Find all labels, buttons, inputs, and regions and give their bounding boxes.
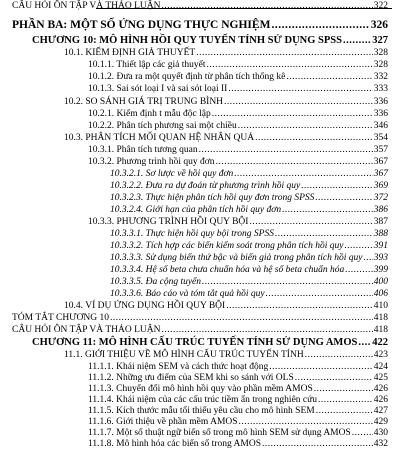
toc-entry (64, 300, 388, 312)
toc-entry-title: CÂU HỎI ÔN TẬP VÀ THẢO LUẬN (12, 1, 161, 11)
toc-entry-page: 336 (373, 97, 388, 107)
toc-entry-title: 10.1.1. Thiết lập các giả thuyết (88, 60, 206, 70)
toc-entry-title: 10.3.2.2. Đưa ra dự đoán từ phương trình hồi quy (110, 181, 301, 191)
toc-entry (110, 204, 388, 216)
toc-entry (88, 83, 388, 95)
dot-leader (202, 276, 373, 288)
dot-leader (305, 349, 373, 361)
toc-entry-title: 10.4. VÍ DỤ ỨNG DỤNG HỒI QUY BỘI (64, 301, 226, 311)
toc-entry-page: 336 (373, 109, 388, 119)
dot-leader (262, 438, 373, 450)
dot-leader (161, 324, 372, 336)
toc-entry (12, 18, 388, 32)
dot-leader (286, 71, 372, 83)
toc-entry (32, 336, 388, 349)
dot-leader (275, 228, 373, 240)
dot-leader (206, 59, 372, 71)
toc-entry-page: 367 (373, 169, 388, 179)
toc-entry-page: 386 (373, 205, 388, 215)
toc-entry-page: 430 (373, 428, 388, 438)
toc-entry-page: 369 (373, 181, 388, 191)
dot-leader (345, 264, 373, 276)
toc-entry (110, 264, 388, 276)
toc-entry (88, 71, 388, 83)
toc-entry (88, 120, 388, 132)
dot-leader (249, 216, 372, 228)
toc-entry (88, 108, 388, 120)
toc-entry-page: 429 (373, 417, 388, 427)
toc-entry-page: 426 (373, 384, 388, 394)
toc-entry-title: 11.1.2. Những ưu điểm của SEM khi so sánh với OLS (88, 373, 294, 383)
toc-entry-page: 391 (373, 241, 388, 251)
dot-leader (238, 120, 373, 132)
toc-entry-title: 10.3.2. Phương trình hồi quy đơn (88, 157, 215, 167)
toc-entry-page: 418 (373, 325, 388, 335)
toc-entry (32, 34, 388, 47)
toc-entry-page: 399 (373, 265, 388, 275)
toc-entry-title: 11.1.3. Chuyển đổi mô hình hồi quy vào phần mềm AMOS (88, 384, 313, 394)
toc-entry (12, 0, 388, 12)
toc-entry-title: 11.1.6. Giới thiệu về phần mềm AMOS (88, 417, 238, 427)
dot-leader (212, 108, 373, 120)
dot-leader (216, 156, 373, 168)
toc-entry-title: 10.3.3.6. Báo cáo và tóm tắt quả hồi quy (110, 289, 265, 299)
toc-entry-title: 11.1.5. Kích thước mẫu tối thiểu yêu cầu cho mô hình SEM (88, 406, 315, 416)
toc-entry-page: 393 (373, 253, 388, 263)
dot-leader (344, 240, 372, 252)
toc-entry-page: 354 (373, 133, 388, 143)
toc-entry (110, 192, 388, 204)
toc-entry-page: 410 (373, 301, 388, 311)
toc-entry-page: 423 (373, 350, 388, 360)
toc-entry-title: 10.3.3.1. Thực hiện hồi quy bội trong SPSS (110, 229, 274, 239)
dot-leader (282, 204, 373, 216)
toc-entry (64, 96, 388, 108)
dot-leader (255, 132, 373, 144)
toc-entry-title: 11.1. GIỚI THIỆU VỀ MÔ HÌNH CẤU TRÚC TUYẾN TÍNH (64, 350, 304, 360)
toc-entry-title: TÓM TẮT CHƯƠNG 10 (12, 313, 110, 323)
dot-leader (199, 144, 373, 156)
dot-leader (271, 18, 369, 32)
toc-entry (88, 156, 388, 168)
toc-entry-title: 11.1.8. Mô hình hóa các biến số trong AMOS (88, 439, 262, 449)
toc-entry-page: 326 (370, 19, 388, 31)
dot-leader (228, 83, 372, 95)
toc-entry (110, 288, 388, 300)
toc-entry-title: 10.3.2.1. Sơ lược về hồi quy đơn (110, 169, 234, 179)
toc-entry-title: 10.3.3.3. Sử dụng biến thứ bậc và biến giả trong phân tích hồi quy (110, 253, 363, 263)
toc-entry-page: 357 (373, 145, 388, 155)
toc-entry-page: 328 (373, 48, 388, 58)
dot-leader (196, 47, 373, 59)
toc-entry-page: 424 (373, 362, 388, 372)
toc-entry-title: 10.1. KIỂM ĐỊNH GIẢ THUYẾT (64, 48, 196, 58)
toc-entry-page: 400 (373, 277, 388, 287)
dot-leader (315, 192, 372, 204)
toc-entry (64, 47, 388, 59)
toc-entry-title: PHẦN BA: MỘT SỐ ỨNG DỤNG THỰC NGHIỆM (12, 19, 271, 31)
toc-entry (88, 59, 388, 71)
toc-entry (12, 324, 388, 336)
dot-leader (161, 0, 372, 12)
toc-entry-title: 10.3.2.4. Giới hạn của phân tích hồi quy đơn (110, 205, 282, 215)
toc-entry-page: 332 (373, 72, 388, 82)
toc-entry-title: 10.1.3. Sai sót loại I và sai sót loại II (88, 84, 228, 94)
toc-entry-page: 432 (373, 439, 388, 449)
toc-entry (64, 349, 388, 361)
toc-entry (88, 216, 388, 228)
toc-entry-page: 333 (373, 84, 388, 94)
toc-entry (110, 252, 388, 264)
toc-entry-page: 418 (373, 313, 388, 323)
dot-leader (343, 34, 371, 47)
toc-entry (110, 240, 388, 252)
toc-entry-title: CÂU HỎI ÔN TẬP VÀ THẢO LUẬN (12, 325, 161, 335)
dot-leader (234, 168, 372, 180)
toc-entry (12, 312, 388, 324)
toc-entry-page: 372 (373, 193, 388, 203)
toc-entry (110, 228, 388, 240)
toc-entry (88, 144, 388, 156)
dot-leader (110, 312, 373, 324)
toc-entry-title: 10.3.3. PHƯƠNG TRÌNH HỒI QUY BỘI (88, 217, 249, 227)
dot-leader (224, 96, 373, 108)
toc-entry-page: 322 (373, 1, 388, 11)
toc-entry-title: 10.2.1. Kiểm định t mẫu độc lập (88, 109, 211, 119)
dot-leader (364, 252, 373, 264)
toc-entry-title: 11.1.7. Một số thuật ngữ biến số trong mô hình SEM sử dụng AMOS (88, 428, 351, 438)
dot-leader (266, 288, 373, 300)
toc-entry-title: 11.1.4. Khái niệm của các cấu trúc tiềm ẩn trong nghiên cứu (88, 395, 318, 405)
toc-entry (110, 168, 388, 180)
toc-entry-title: 11.1.1. Khái niệm SEM và cách thức hoạt động (88, 362, 269, 372)
dot-leader (226, 300, 373, 312)
toc-entry (64, 132, 388, 144)
toc-entry-title: 10.2. SO SÁNH GIÁ TRỊ TRUNG BÌNH (64, 97, 224, 107)
toc-entry-page: 426 (373, 395, 388, 405)
toc-entry-page: 388 (373, 229, 388, 239)
toc-entry-title: 10.3.3.5. Đa cộng tuyến (110, 277, 202, 287)
toc-entry-title: CHƯƠNG 11: MÔ HÌNH CẤU TRÚC TUYẾN TÍNH SỬ DỤNG AMOS (32, 337, 358, 348)
toc-entry-page: 425 (373, 373, 388, 383)
toc-entry-title: 10.2.2. Phân tích phương sai một chiều (88, 121, 237, 131)
toc-entry (110, 276, 388, 288)
toc-entry-title: 10.3. PHÂN TÍCH MỐI QUAN HỆ NHÂN QUẢ (64, 133, 255, 143)
dot-leader (358, 336, 371, 349)
toc-entry (110, 180, 388, 192)
toc-entry-title: CHƯƠNG 10: MÔ HÌNH HỒI QUY TUYẾN TÍNH SỬ DỤNG SPSS (32, 35, 342, 46)
toc-entry-page: 387 (373, 217, 388, 227)
toc-entry-page: 346 (373, 121, 388, 131)
toc-entry-title: 10.3.2.3. Thực hiện phân tích hồi quy đơn trong SPSS (110, 193, 315, 203)
toc-entry-title: 10.1.2. Đưa ra một quyết định từ phân tích thống kê (88, 72, 286, 82)
toc-entry-title: 10.3.1. Phân tích tương quan (88, 145, 198, 155)
toc-entry-page: 406 (373, 289, 388, 299)
toc-entry-title: 10.3.3.2. Tích hợp các biến kiểm soát trong phân tích hồi quy (110, 241, 344, 251)
toc-entry-title: 10.3.3.4. Hệ số beta chưa chuẩn hóa và hệ số beta chuẩn hóa (110, 265, 345, 275)
toc-entry-page: 422 (372, 337, 388, 348)
toc-entry-page: 427 (373, 406, 388, 416)
toc-entry-page: 367 (373, 157, 388, 167)
toc-entry (88, 438, 388, 450)
dot-leader (301, 180, 373, 192)
toc-entry-page: 328 (373, 60, 388, 70)
toc-entry-page: 327 (372, 35, 388, 46)
